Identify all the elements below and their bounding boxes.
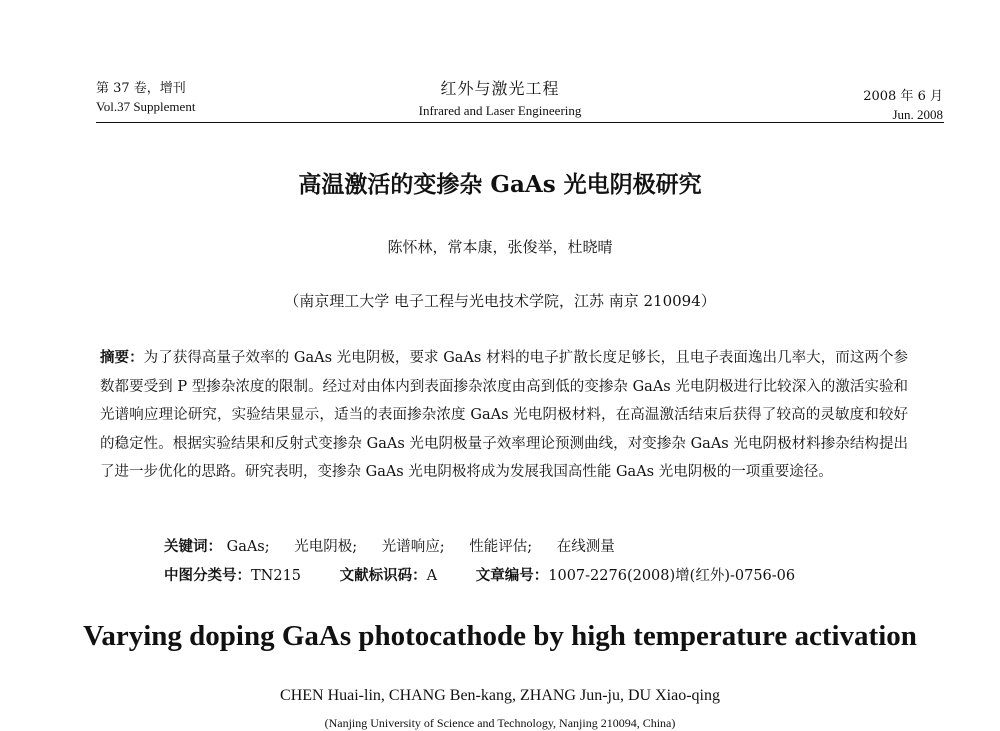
abstract xyxy=(100,344,908,487)
article-number-label: 文章编号： xyxy=(475,568,549,584)
journal-name-cn: 红外与激光工程 xyxy=(440,79,560,98)
volume-en: Vol.37 Supplement xyxy=(96,99,196,114)
keywords xyxy=(164,535,635,556)
affiliation-cn: （南京理工大学 电子工程与光电技术学院，江苏 南京 210094） xyxy=(284,292,716,310)
keyword-item: 光电阴极; xyxy=(294,539,358,555)
authors-en: CHEN Huai-lin, CHANG Ben-kang, ZHANG Jun-ju, DU Xiao-qing xyxy=(280,687,720,704)
keyword-item: GaAs; xyxy=(226,539,270,555)
document-code-value: A xyxy=(426,568,438,584)
affiliation-en: (Nanjing University of Science and Technology, Nanjing 210094, China) xyxy=(324,716,676,730)
article-number-value: 1007-2276(2008)增(红外)-0756-06 xyxy=(548,568,796,584)
article-number xyxy=(476,564,795,585)
clc-label: 中图分类号： xyxy=(164,568,251,584)
header-rule xyxy=(96,122,944,123)
keyword-item: 光谱响应; xyxy=(381,539,445,555)
classification-line xyxy=(164,564,829,585)
paper-title-en: Varying doping GaAs photocathode by high temperature activation xyxy=(83,620,917,652)
issue-date-en: Jun. 2008 xyxy=(892,107,943,122)
keywords-label: 关键词： xyxy=(164,539,222,555)
document-code-label: 文献标识码： xyxy=(339,568,427,584)
clc-code xyxy=(164,564,301,585)
abstract-label: 摘要： xyxy=(100,350,144,366)
volume-cn: 第 37 卷，增刊 xyxy=(96,81,186,96)
authors-cn: 陈怀林，常本康，张俊举，杜晓晴 xyxy=(387,238,613,256)
journal-name xyxy=(0,80,1000,120)
keyword-item: 性能评估; xyxy=(469,539,533,555)
paper-title-cn: 高温激活的变掺杂 GaAs 光电阴极研究 xyxy=(298,171,702,198)
clc-value: TN215 xyxy=(251,568,302,584)
document-code xyxy=(340,564,437,585)
abstract-text: 为了获得高量子效率的 GaAs 光电阴极，要求 GaAs 材料的电子扩散长度足够长，且电子表面逸出几率大，而这两个参数都要受到 P 型掺杂浓度的限制。经过对由体内到表面掺杂浓度由高到低的变掺杂 GaAs 光电阴极进行比较深入的激活实验和光谱响应理论研究，实验结果显示，适当的表面掺杂浓度 GaAs 光电阴极材料，在高温激活结束后获得了较高的灵敏度和较好的稳定性。根据实验结果和反射式变掺杂 GaAs 光电阴极量子效率理论预测曲线，对变掺杂 GaAs 光电阴极材料掺杂结构提出了进一步优化的思路。研究表明，变掺杂 GaAs 光电阴极将成为发展我国高性能 GaAs 光电阴极的一项重要途径。 xyxy=(100,350,909,481)
journal-name-en: Infrared and Laser Engineering xyxy=(418,103,582,118)
issue-date xyxy=(863,88,943,124)
keyword-item: 在线测量 xyxy=(556,539,615,555)
issue-date-cn: 2008 年 6 月 xyxy=(863,89,943,104)
